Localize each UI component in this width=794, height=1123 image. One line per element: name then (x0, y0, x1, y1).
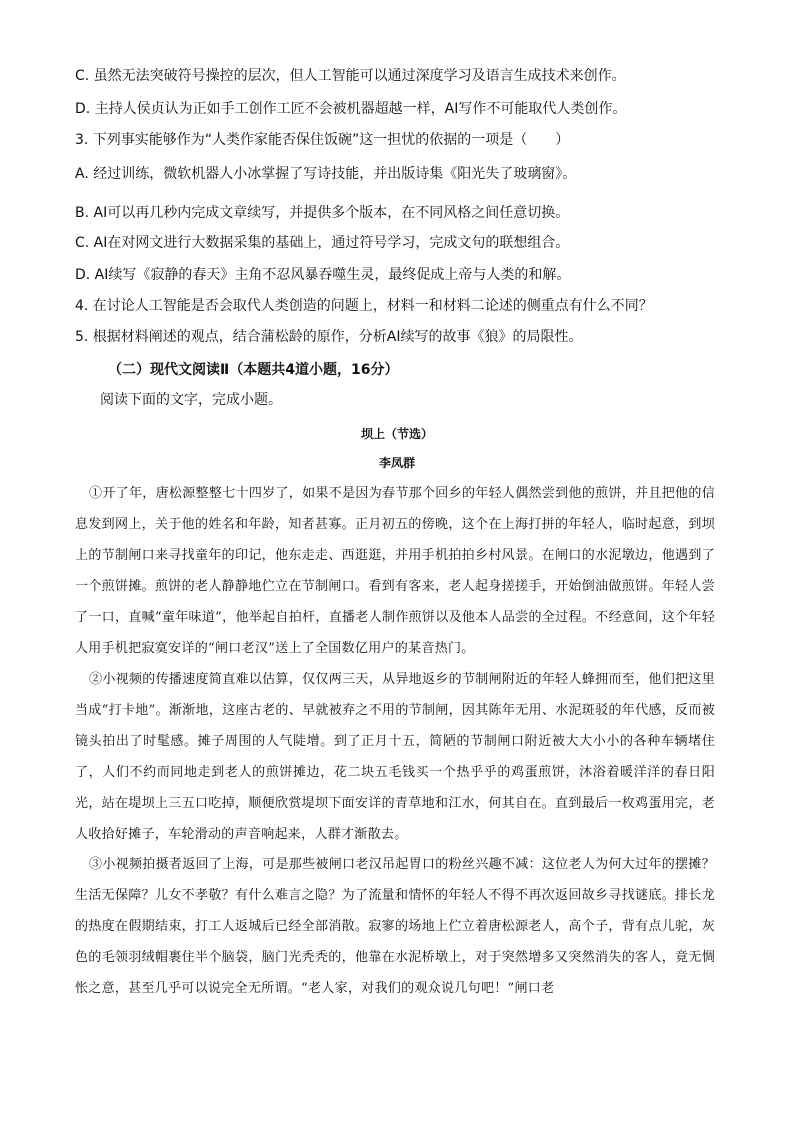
article-paragraph-3: ③小视频拍摄者返回了上海，可是那些被闸口老汉吊起胃口的粉丝兴趣不减：这位老人为何大过年的摆摊？生活无保障？儿女不孝敬？有什么难言之隐？为了流量和情怀的年轻人不得不再次返回故乡寻找谜底。排长龙的热度在假期结束，打工人返城后已经全部消散。寂寥的场地上伫立着唐松源老人，高个子，背有点儿驼，灰色的毛领羽绒帽裹住半个脑袋，脑门光秃秃的，他靠在水泥桥墩上，对于突然增多又突然消失的客人，竟无惆怅之意，甚至几乎可以说完全无所谓。“老人家，对我们的观众说几句吧！”闸口老 (75, 857, 715, 996)
q3-option-a: A. 经过训练，微软机器人小冰掌握了写诗技能，并出版诗集《阳光失了玻璃窗》。 (75, 166, 577, 182)
article-title: 坝上（节选） (360, 427, 433, 441)
q3-stem: 3. 下列事实能够作为“人类作家能否保住饭碗”这一担忧的依据的一项是（ ） (75, 132, 570, 148)
section-instruction: 阅读下面的文字，完成小题。 (100, 392, 282, 408)
q3-option-b: B. AI可以再几秒内完成文章续写，并提供多个版本，在不同风格之间任意切换。 (75, 205, 570, 221)
q4-question: 4. 在讨论人工智能是否会取代人类创造的问题上，材料一和材料二论述的侧重点有什么不同？ (75, 298, 653, 314)
section-title: （二）现代文阅读Ⅱ（本题共4道小题，16分） (108, 362, 399, 378)
q3-option-c: C. AI在对网文进行大数据采集的基础上，通过符号学习，完成文句的联想组合。 (75, 235, 570, 251)
q3-option-d: D. AI续写《寂静的春天》主角不忍风暴吞噬生灵，最终促成上帝与人类的和解。 (75, 267, 571, 283)
article-author: 李凤群 (378, 456, 415, 470)
q2-option-d: D. 主持人侯贞认为正如手工创作工匠不会被机器超越一样，AI写作不可能取代人类创作。 (75, 101, 627, 117)
article-paragraph-1: ①开了年，唐松源整整七十四岁了，如果不是因为春节那个回乡的年轻人偶然尝到他的煎饼，并且把他的信息发到网上，关于他的姓名和年龄，知者甚寡。正月初五的傍晚，这个在上海打拼的年轻人，临时起意，到坝上的节制闸口来寻找童年的印记，他东走走、西逛逛，并用手机拍拍乡村风景。在闸口的水泥墩边，他遇到了一个煎饼摊。煎饼的老人静静地伫立在节制闸口。看到有客来，老人起身搓搓手，开始倒油做煎饼。年轻人尝了一口，直喊“童年味道”，他举起自拍杆，直播老人制作煎饼以及他本人品尝的全过程。不经意间，这个年轻人用手机把寂寞安详的“闸口老汉”送上了全国数亿用户的某音热门。 (75, 486, 715, 656)
q2-option-c: C. 虽然无法突破符号操控的层次，但人工智能可以通过深度学习及语言生成技术来创作。 (75, 68, 626, 84)
q5-question: 5. 根据材料阐述的观点，结合蒲松龄的原作，分析AI续写的故事《狼》的局限性。 (75, 329, 583, 345)
article-paragraph-2: ②小视频的传播速度简直难以估算，仅仅两三天，从异地返乡的节制闸附近的年轻人蜂拥而至，他们把这里当成“打卡地”。渐渐地，这座古老的、早就被弃之不用的节制闸，因其陈年无用、水泥斑驳的年代感，反而被镜头拍出了时髦感。摊子周围的人气陡增。到了正月十五，简陋的节制闸口附近被大大小小的各种车辆堵住了，人们不约而同地走到老人的煎饼摊边，花二块五毛钱买一个热乎乎的鸡蛋煎饼，沐浴着暖洋洋的春日阳光，站在堤坝上三五口吃掉，顺便欣赏堤坝下面安详的青草地和江水，何其自在。直到最后一枚鸡蛋用完，老人收拾好摊子，车轮滑动的声音响起来，人群才渐散去。 (75, 672, 715, 842)
